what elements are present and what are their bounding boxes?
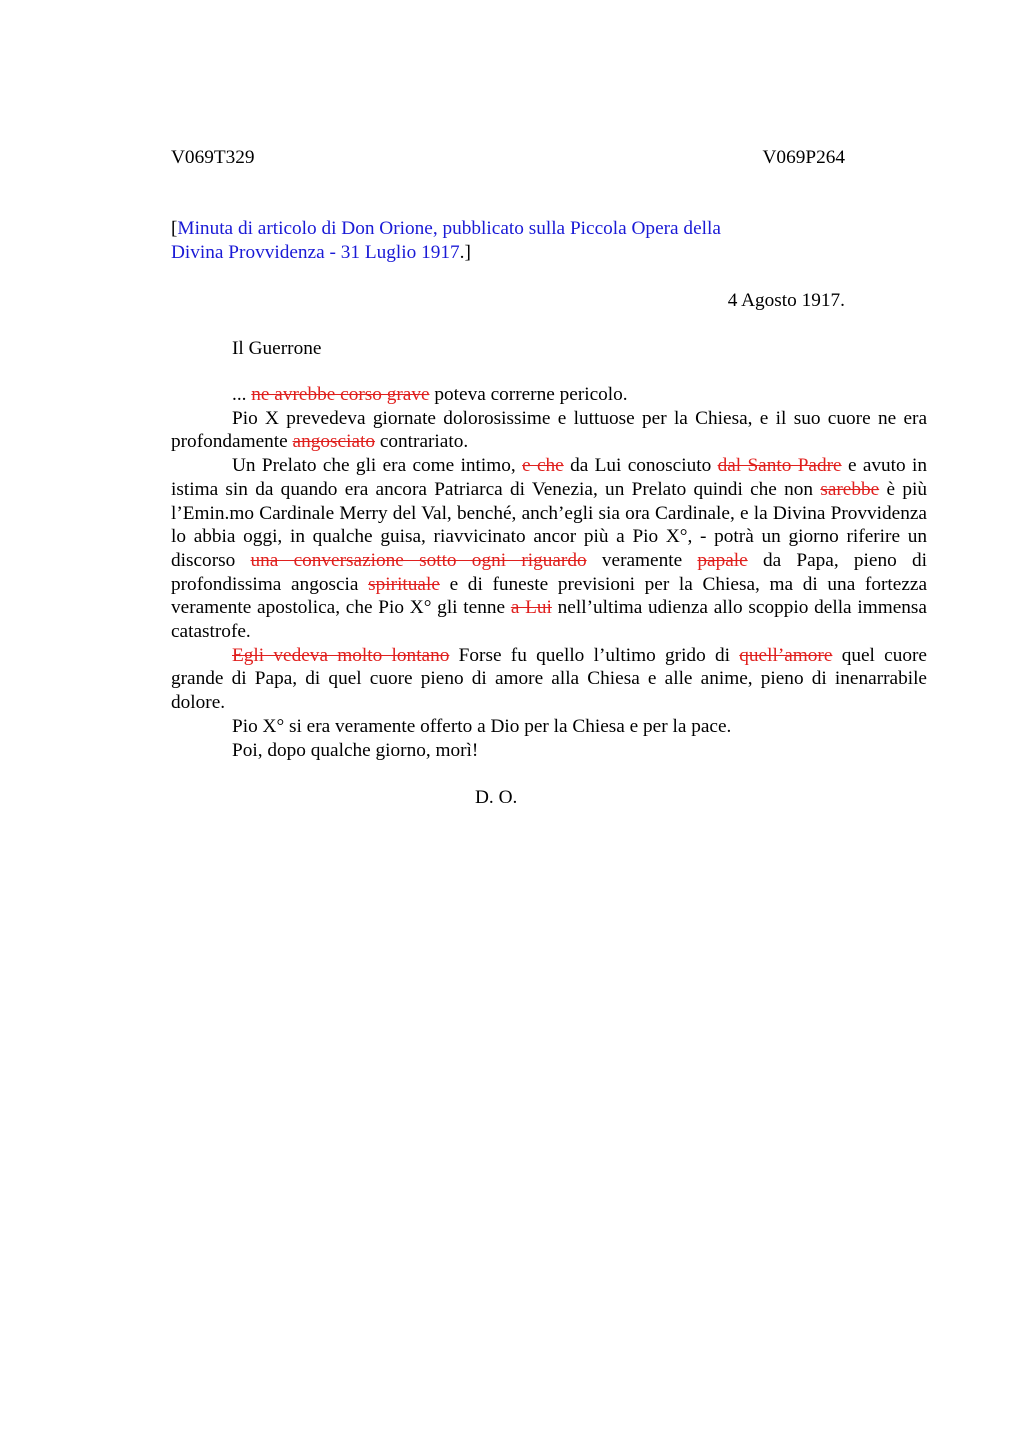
note-text-line2: Divina Provvidenza - 31 Luglio 1917 bbox=[171, 242, 460, 263]
deleted-text: papale bbox=[697, 549, 748, 571]
deleted-text: a Lui bbox=[510, 597, 552, 619]
note-text-line1: Minuta di articolo di Don Orione, pubblicato sulla Piccola Opera della bbox=[177, 218, 721, 239]
article-body bbox=[171, 383, 927, 762]
paragraph-5 bbox=[171, 715, 927, 739]
text-run: Un Prelato che gli era come intimo, bbox=[232, 455, 523, 477]
text-run: quel cuore grande di Papa, di quel cuore pieno di amore alla Chiesa e alle anime, pieno di inenarrabile dolore. bbox=[171, 644, 927, 714]
paragraph-1 bbox=[171, 383, 927, 407]
deleted-text: ne avrebbe corso grave bbox=[251, 384, 430, 405]
text-run: Pio X° si era veramente offerto a Dio per la Chiesa e per la pace. bbox=[232, 715, 732, 737]
text-run: veramente bbox=[586, 549, 698, 571]
paragraph-2 bbox=[171, 407, 927, 454]
text-run: Forse fu quello l’ultimo grido di bbox=[449, 644, 740, 666]
text-run: e avuto in istima sin da quando era ancora Patriarca di Venezia, un Prelato quindi che non bbox=[171, 455, 928, 500]
text-run: ... bbox=[232, 384, 252, 405]
text-run: nell’ultima udienza allo scoppio della immensa catastrofe. bbox=[171, 597, 927, 643]
note-open-bracket: [ bbox=[171, 218, 178, 239]
text-run: e di funeste previsioni per la Chiesa, ma di una fortezza veramente apostolica, che Pio X° gli tenne bbox=[171, 573, 927, 619]
deleted-text: spirituale bbox=[368, 573, 440, 595]
deleted-text: e che bbox=[522, 455, 564, 477]
text-run: da Papa, pieno di profondissima angoscia bbox=[171, 549, 927, 595]
deleted-text: sarebbe bbox=[820, 478, 880, 500]
text-run: da Lui conosciuto bbox=[563, 455, 718, 477]
paragraph-6 bbox=[171, 739, 927, 763]
document-code-left: V069T329 bbox=[171, 147, 255, 168]
deleted-text: angosciato bbox=[292, 431, 376, 453]
text-run: Pio X prevedeva giornate dolorosissime e luttuose per la Chiesa, e il suo cuore ne era profondamente bbox=[171, 407, 927, 453]
signature: D. O. bbox=[475, 787, 518, 809]
text-run: è più l’Emin.mo Cardinale Merry del Val, benché, anch’egli sia ora Cardinale, e la Divina Provvidenza lo abbia oggi, in qualche guisa, riavvicinato ancor più a Pio X°, - potrà un giorno riferire un discorso bbox=[171, 478, 927, 571]
editorial-note bbox=[171, 217, 791, 265]
text-run: Poi, dopo qualche giorno, morì! bbox=[232, 739, 479, 761]
note-close-bracket: .] bbox=[459, 242, 471, 263]
deleted-text: Egli vedeva molto lontano bbox=[232, 644, 450, 666]
paragraph-3 bbox=[171, 454, 927, 644]
deleted-text: dal Santo Padre bbox=[717, 455, 842, 477]
document-code-right: V069P264 bbox=[762, 147, 845, 168]
text-run: contrariato. bbox=[375, 431, 469, 453]
document-page bbox=[171, 144, 927, 812]
deleted-text: una conversazione sotto ogni riguardo bbox=[250, 549, 587, 571]
text-run: poteva correrne pericolo. bbox=[429, 384, 628, 405]
deleted-text: quell’amore bbox=[739, 644, 833, 666]
article-title: Il Guerrone bbox=[232, 338, 322, 359]
letter-date: 4 Agosto 1917. bbox=[727, 290, 845, 311]
header-codes bbox=[171, 144, 845, 172]
paragraph-4 bbox=[171, 644, 927, 715]
